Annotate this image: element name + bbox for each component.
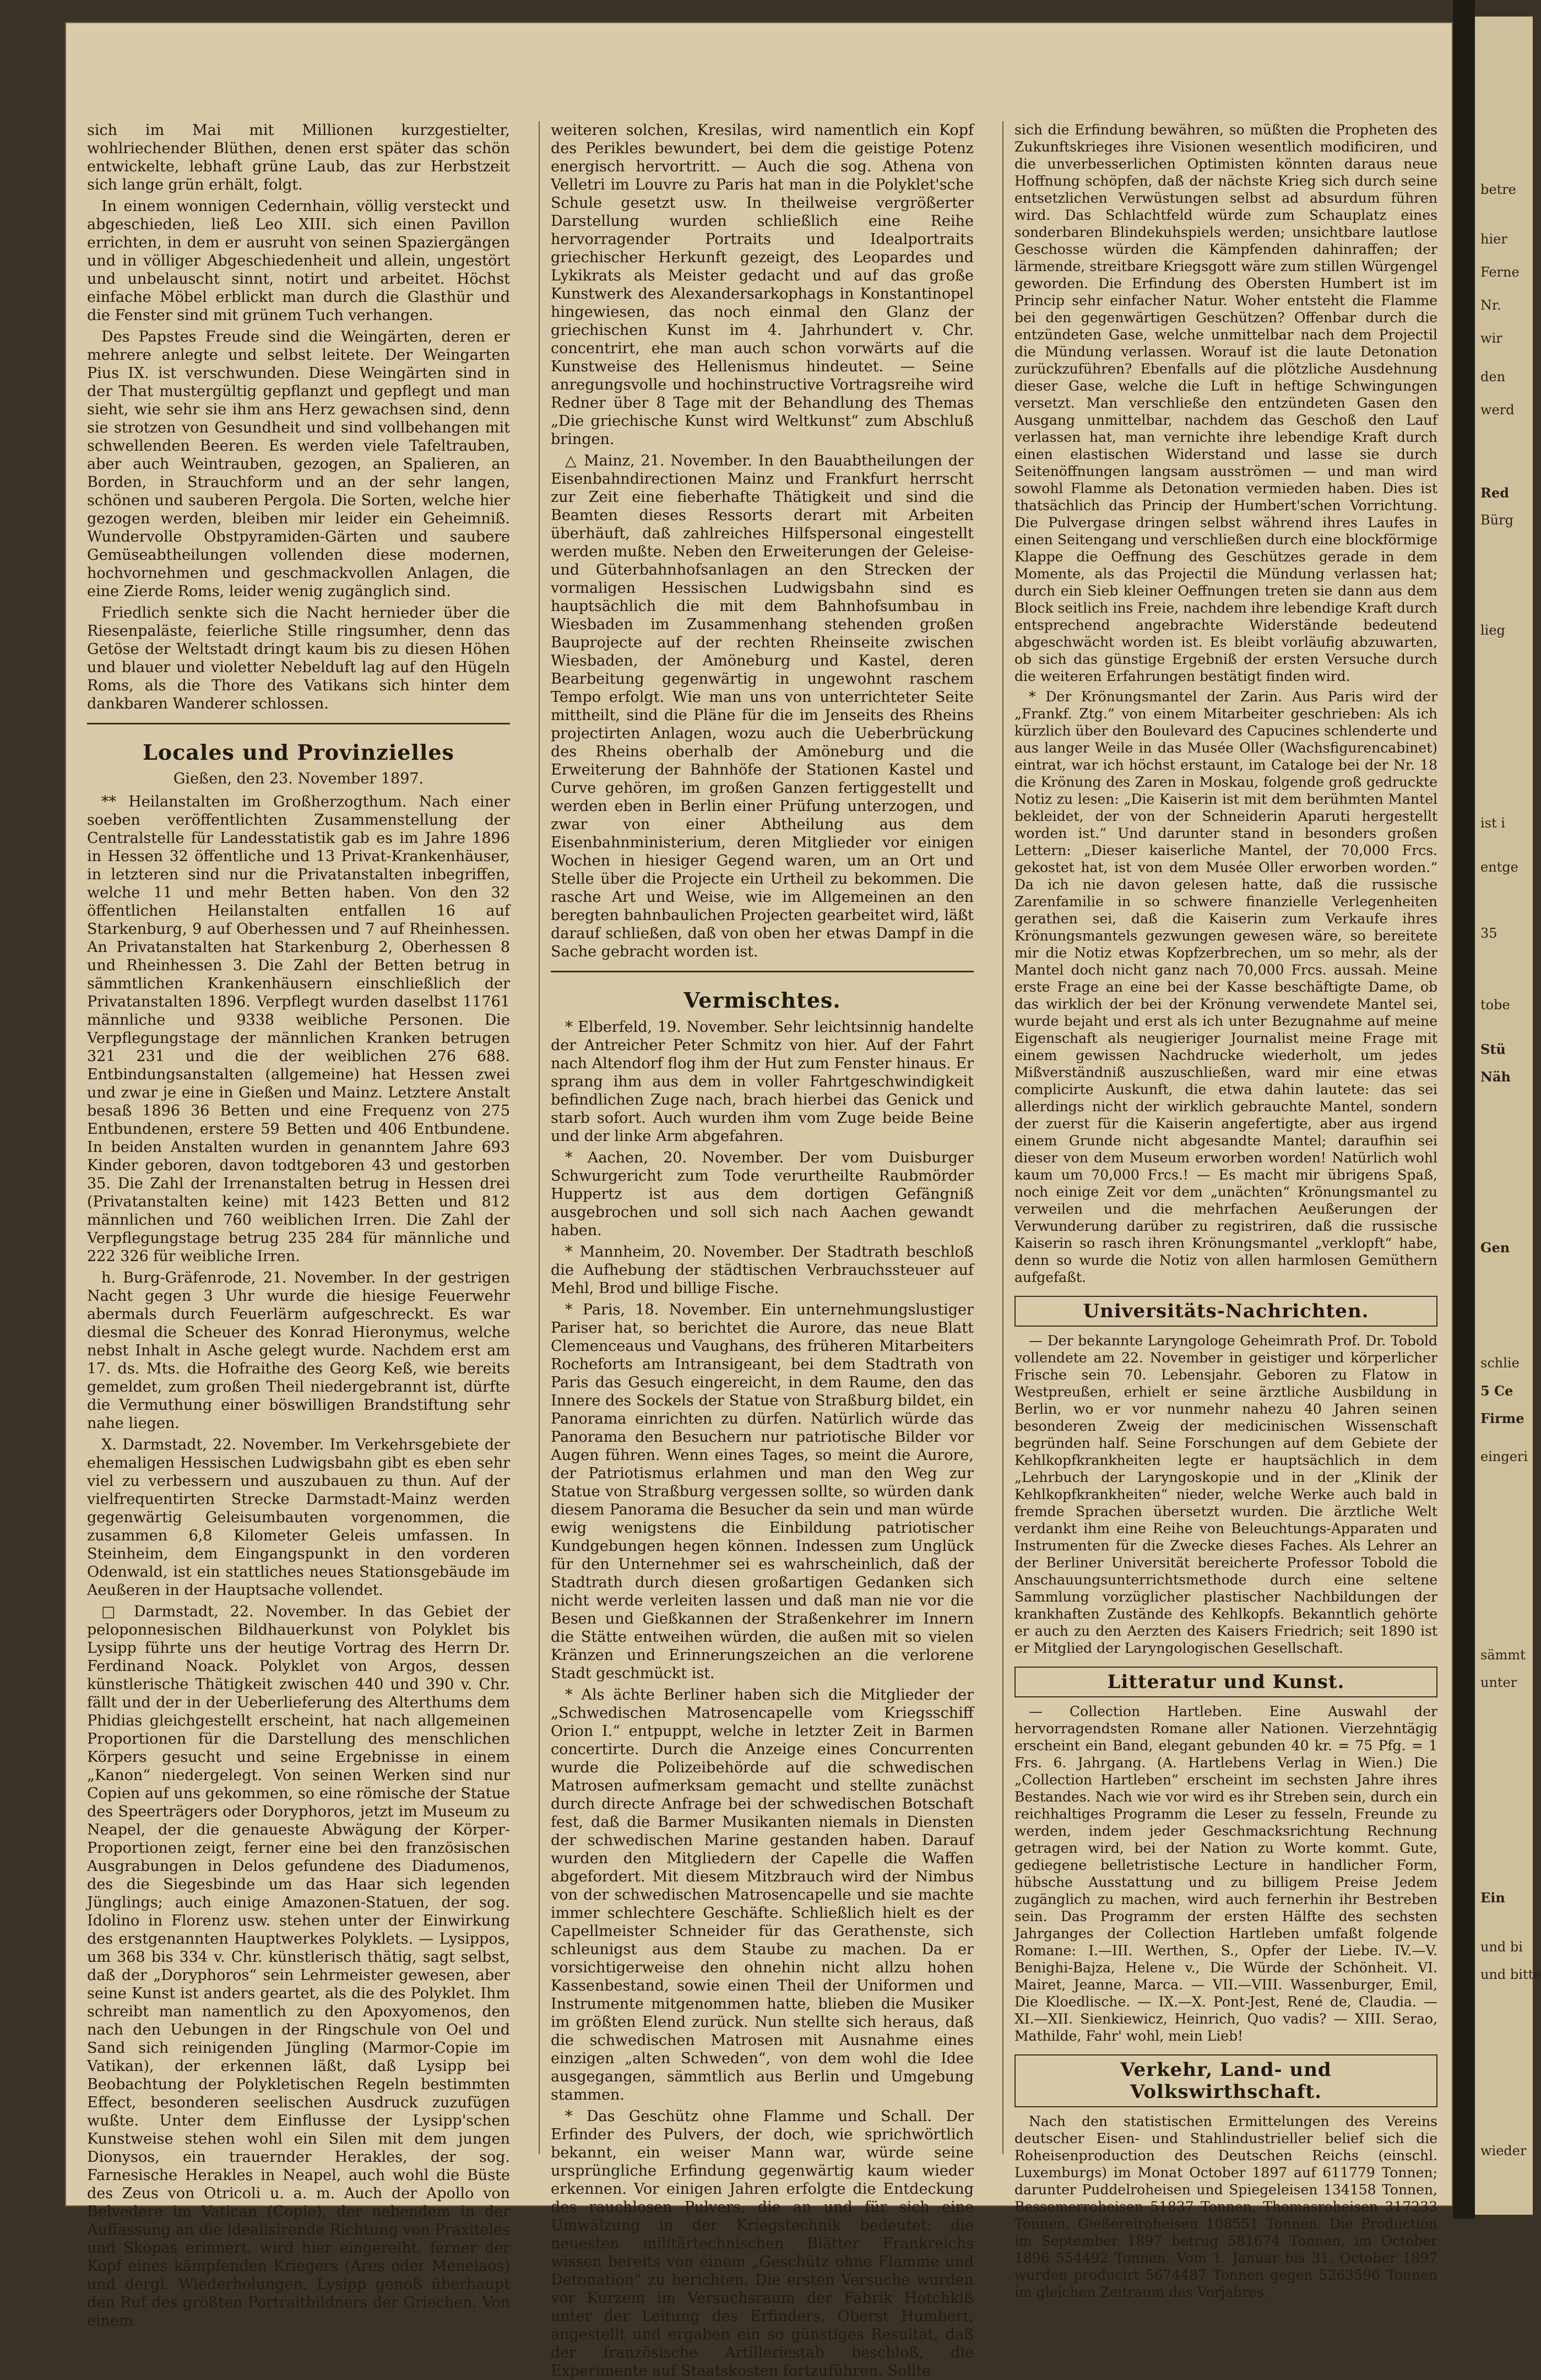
article-paragraph: * Als ächte Berliner haben sich die Mitglieder der „Schwedischen Matrosencapelle vom Kriegsschiff Orion I.“ entpuppt, welche in letzter Zeit in Barmen concertirte. Durch die Anzeige eines Concurrenten wurde die Polizeibehörde auf die schwedischen Matrosen aufmerksam gemacht und stellte zunächst durch directe Anfrage bei der schwedischen Botschaft fest, daß die Barmer Musikanten niemals in Diensten der schwedischen Marine gestanden haben. Darauf wurden den Mitgliedern der Capelle die Waffen abgefordert. Mit diesem Mitzbrauch wird der Nimbus von der schwedischen Matrosencapelle und sie machte immer schlechtere Geschäfte. Schließlich hielt es der Capellmeister Schneider für das Gerathenste, sich schleunigst aus dem Staube zu machen. Da er vorsichtigerweise den ohnehin nicht allzu hohen Kassenbestand, sowie einen Theil der Uniformen und Instrumente mitgenommen hatte, blieben die Musiker im größten Elend zurück. Nun stellte sich heraus, daß die schwedischen Matrosen mit Ausnahme eines einzigen „alten Schweden“, von dem wohl die Idee ausgegangen, sämmtlich aus Berlin und Umgebung stammen. <box>551 1686 974 2103</box>
article-paragraph: — Der bekannte Laryngologe Geheimrath Prof. Dr. Tobold vollendete am 22. November in geistiger und körperlicher Frische sein 70. Lebensjahr. Geboren zu Flatow in Westpreußen, erhielt er seine ärztliche Ausbildung in Berlin, wo er vor nunmehr nahezu 40 Jahren seinen besonderen Zweig der medicinischen Wissenschaft begründen half. Seine Forschungen auf dem Gebiete der Kehlkopfkrankheiten legte er hauptsächlich in dem „Lehrbuch der Laryngoskopie und in der „Klinik der Kehlkopfkrankheiten“ nieder, welche Werke auch bald in fremde Sprachen übersetzt wurden. Die ärztliche Welt verdankt ihm eine Reihe von Beleuchtungs-Apparaten und Instrumenten für die Zwecke dieses Faches. Als Lehrer an der Berliner Universität bereicherte Professor Tobold die Anschauungsunterrichtsmethode durch eine seltene Sammlung vorzüglicher plastischer Nachbildungen der krankhaften Zustände des Kehlkopfs. Bekanntlich gehörte er auch zu den Aerzten des Kaisers Friedrich; seit 1890 ist er Mitglied der Laryngologischen Gesellschaft. <box>1014 1333 1437 1656</box>
paragraph: weiteren solchen, Kresilas, wird namentlich ein Kopf des Perikles bewundert, bei dem die geistige Potenz energisch hervortritt. — Auch die sog. Athena von Velletri im Louvre zu Paris hat man in die Polyklet'sche Schule gesetzt usw. In theilweise vergrößerter Darstellung wurden schließlich eine Reihe hervorragender Portraits und Idealportraits griechischer Herkunft gezeigt, des Leopardes und Lykikrats als Meister gedacht und auf das große Kunstwerk des Alexandersarkophags in Konstantinopel hingewiesen, das noch einmal den Glanz der griechischen Kunst im 4. Jahrhundert v. Chr. concentrirt, ehe man auch schon vorwärts auf die Kunstweise des Hellenismus hindeutet. — Seine anregungsvolle und hochinstructive Vortragsreihe wird Redner über 8 Tage mit der Behandlung des Themas „Die griechische Kunst wird Weltkunst“ zum Abschluß bringen. <box>551 122 974 448</box>
article-paragraph: * Elberfeld, 19. November. Sehr leichtsinnig handelte der Antreicher Peter Schmitz von hier. Auf der Fahrt nach Altendorf flog ihm der Hut zum Fenster hinaus. Er sprang ihm aus dem in voller Fahrtgeschwindigkeit befindlichen Zuge nach, brach hierbei das Genick und starb sofort. Auch wurden ihm vom Zuge beide Beine und der linke Arm abgefahren. <box>551 1019 974 1145</box>
page-fragment: Stü <box>1480 1041 1506 1057</box>
page-fragment: und bitte <box>1480 1967 1541 1982</box>
article-paragraph: * Paris, 18. November. Ein unternehmungslustiger Pariser hat, so berichtet die Aurore, das neue Blatt Clemenceaus und Vaughans, des früheren Mitarbeiters Rocheforts am Intransigeant, bei dem Stadtrath von Paris das Gesuch eingereicht, in dem Raume, den das Innere des Sockels der Statue von Straßburg bildet, ein Panorama einrichten zu dürfen. Natürlich würde das Panorama den Besuchern nur patriotische Bilder vor Augen führen. Wenn eines Tages, so meint die Aurore, der Patriotismus erlahmen und man den Weg zur Statue von Straßburg vergessen sollte, so würden dank diesem Panorama die Besucher da sein und man würde ewig wenigstens die Einbildung patriotischer Kundgebungen hegen können. Indessen zum Unglück für den Unternehmer sei es wahrscheinlich, daß der Stadtrath durch diesen großartigen Gedanken sich nicht werde verleiten lassen und daß man nie vor die Besen und Gießkannen der Straßenkehrer im Innern die Stätte entweihen würden, die außen mit so vielen Kränzen und Erinnerungszeichen an die verlorene Stadt geschmückt ist. <box>551 1301 974 1682</box>
paragraph: * Der Krönungsmantel der Zarin. Aus Paris wird der „Frankf. Ztg.“ von einem Mitarbeiter geschrieben: Als ich kürzlich über den Boulevard des Capucines schlenderte und aus langer Weile in das Musée Oller (Wachsfigurencabinet) eintrat, war ich höchst erstaunt, im Cataloge bei der Nr. 18 die Krönung des Zaren in Moskau, folgende groß gedruckte Notiz zu lesen: „Die Kaiserin ist mit dem berühmten Mantel bekleidet, der von der Schneiderin Aparuti hergestellt worden ist.“ Und darunter stand in besonders großen Lettern: „Dieser kaiserliche Mantel, der 70,000 Frcs. gekostet hat, ist von dem Musée Oller erworben worden.“ Da ich nie davon gelesen hatte, daß die russische Zarenfamilie in so schwere finanzielle Verlegenheiten gerathen sei, daß die Kaiserin zum Verkaufe ihres Krönungsmantels gezwungen gewesen wäre, so bereitete mir die Notiz etwas Kopfzerbrechen, um so mehr, als der Mantel doch nicht ganz nach 70,000 Frcs. aussah. Meine erste Frage an eine bei der Kasse beschäftigte Dame, ob das wirklich der bei der Krönung verwendete Mantel sei, wurde bejaht und erst als ich unter Bezugnahme auf meine Eigenschaft als neugieriger Journalist meine Frage mit einem gewissen Nachdrucke wiederholt, um jedes Mißverständniß auszuschließen, ward mir eine etwas complicirte Auskunft, die etwa dahin lautete: das sei allerdings nicht der wirklich gebrauchte Mantel, sondern der zuerst für die Kaiserin angefertigte, aber aus irgend einem Grunde nicht abgesandte Mantel; daraufhin sei dieser von dem Museum erworben worden! Natürlich wohl kaum um 70,000 Frcs.! — Es macht mir übrigens Spaß, noch einige Zeit vor dem „unächten“ Krönungsmantel zu verweilen und die mehrfachen Aeußerungen der Verwunderung darüber zu registriren, daß die russische Kaiserin so rasch ihren Krönungsmantel „verklopft“ habe, denn so wurde die Notiz von allen harmlosen Gemüthern aufgefaßt. <box>1014 689 1437 1285</box>
page-fragment: Nr. <box>1480 298 1501 313</box>
page-fragment: hier <box>1480 231 1507 247</box>
page-fragment: den <box>1480 369 1506 385</box>
page-fragment: Ein <box>1480 1890 1505 1906</box>
page-fragment: werd <box>1480 402 1515 418</box>
page-fragment: Red <box>1480 485 1509 501</box>
dateline: Gießen, den 23. November 1897. <box>173 770 424 787</box>
column-1 <box>87 121 510 2329</box>
page-fragment: sämmt <box>1480 1647 1526 1663</box>
article-paragraph: — Collection Hartleben. Eine Auswahl der hervorragendsten Romane aller Nationen. Vierzehntägig erscheint ein Band, elegant gebunden 40 kr. = 75 Pfg. = 1 Frs. 6. Jahrgang. (A. Hartlebens Verlag in Wien.) Die „Collection Hartleben“ erscheint im sechsten Jahre ihres Bestandes. Nach wie vor wird es ihr Streben sein, durch ein reichhaltiges Programm die Leser zu fesseln, Freunde zu werden, indem jeder Geschmacksrichtung Rechnung getragen wird, bei der Nation zu Worte kommt. Gute, gediegene belletristische Lecture in handlicher Form, hübsche Ausstattung und zu billigem Preise Jedem zugänglich zu machen, wird auch fernerhin ihr Bestreben sein. Das Programm der ersten Hälfte des sechsten Jahrganges der Collection Hartleben umfaßt folgende Romane: I.—III. Werthen, S., Opfer der Liebe. IV.—V. Benighi-Bajza, Helene v., Die Würde der Schönheit. VI. Mairet, Jeanne, Marca. — VII.—VIII. Wassenburger, Emil, Die Kloedlische. — IX.—X. Pont-Jest, René de, Claudia. — XI.—XII. Sienkiewicz, Heinrich, Quo vadis? — XIII. Serao, Mathilde, Fahr' wohl, mein Lieb! <box>1014 1703 1437 2044</box>
article-paragraph: ** Heilanstalten im Großherzogthum. Nach einer soeben veröffentlichten Zusammenstellung der Centralstelle für Landesstatistik gab es im Jahre 1896 in Hessen 32 öffentliche und 13 Privat-Krankenhäuser, in letzteren sind nur die Privatanstalten inbegriffen, welche 11 und mehr Betten haben. Von den 32 öffentlichen Heilanstalten entfallen 16 auf Starkenburg, 9 auf Oberhessen und 7 auf Rheinhessen. An Privatanstalten hat Starkenburg 2, Oberhessen 8 und Rheinhessen 3. Die Zahl der Betten betrug in sämmtlichen Krankenhäusern einschließlich der Privatanstalten 1896. Verpflegt wurden daselbst 11761 männliche und 9338 weibliche Personen. Die Verpflegungstage der männlichen Kranken betrugen 321 231 und die der weiblichen 276 688. Entbindungsanstalten (allgemeine) hat Hessen zwei und zwar je eine in Gießen und Mainz. Letztere Anstalt besaß 1896 36 Betten und eine Frequenz von 275 Entbundenen, erstere 59 Betten und 406 Entbundene. In beiden Anstalten wurden in genanntem Jahre 693 Kinder geboren, davon todtgeboren 43 und gestorben 35. Die Zahl der Irrenanstalten betrug in Hessen drei (Privatanstalten keine) mit 1423 Betten und 812 männlichen und 760 weiblichen Irren. Die Zahl der Verpflegungstage betrug 235 284 für männliche und 222 326 für weibliche Irren. <box>87 793 510 1265</box>
column-3 <box>1014 121 1437 2300</box>
section-title-verkehr: Verkehr, Land- und Volkswirthschaft. <box>1014 2054 1437 2107</box>
article-paragraph: Nach den statistischen Ermittelungen des Vereins deutscher Eisen- und Stahlindustrieller belief sich die Roheisenproduction des Deutschen Reichs (einschl. Luxemburgs) im Monat October 1897 auf 611779 Tonnen; darunter Puddelroheisen und Spiegeleisen 134158 Tonnen, Bessemerroheisen 51837 Tonnen, Thomasroheisen 317233 Tonnen, Gießereiroheisen 108551 Tonnen. Die Production im September 1897 betrug 581674 Tonnen, im October 1896 554492 Tonnen. Vom 1. Januar bis 31. October 1897 wurden producirt 5674487 Tonnen gegen 5263596 Tonnen im gleichen Zeitraum des Vorjahres. <box>1014 2113 1437 2300</box>
page-fragment: lieg <box>1480 623 1505 638</box>
section-title-universitaets: Universitäts-Nachrichten. <box>1014 1296 1437 1327</box>
page-fragment: unter <box>1480 1675 1517 1690</box>
page-fragment: Gen <box>1480 1240 1510 1256</box>
page-fragment: 5 Ce <box>1480 1383 1513 1399</box>
article-paragraph: * Mannheim, 20. November. Der Stadtrath beschloß die Aufhebung der städtischen Verbrauchssteuer auf Mehl, Brod und billige Fische. <box>551 1243 974 1297</box>
paragraph: △ Mainz, 21. November. In den Bauabtheilungen der Eisenbahndirectionen Mainz und Frankfurt herrscht zur Zeit eine fieberhafte Thätigkeit und sind die Beamten dieses Ressorts derart mit Arbeiten überhäuft, daß zahlreiches Hilfspersonal eingestellt werden mußte. Neben den Erweiterungen der Geleise- und Güterbahnhofsanlagen an den Strecken der vormaligen Hessischen Ludwigsbahn sind es hauptsächlich die mit dem Bahnhofsumbau in Wiesbaden im Zusammenhang stehenden großen Bauprojecte auf der rechten Rheinseite zwischen Wiesbaden, der Amöneburg und Kastel, deren Bearbeitung gegenwärtig in ungewohnt raschem Tempo erfolgt. Wie man uns von unterrichteter Seite mittheilt, sind die Pläne für die im Jenseits des Rheins projectirten Anlagen, wozu auch die Ueberbrückung des Rheins oberhalb der Amöneburg und die Erweiterung der Bahnhöfe der Stationen Kastel und Curve gehören, im großen Ganzen fertiggestellt und werden eben in Berlin einer Prüfung unterzogen, und zwar von einer Abtheilung aus dem Eisenbahnministerium, deren Mitglieder vor einigen Wochen in hiesiger Gegend waren, um an Ort und Stelle über die Projecte ein Urtheil zu bekommen. Die rasche Art und Weise, wie im Allgemeinen an den beregten bahnbaulichen Projecten gearbeitet wird, läßt darauf schließen, daß von oben her etwas Dampf in die Sache gebracht worden ist. <box>551 452 974 960</box>
page-fragment: tobe <box>1480 997 1510 1013</box>
page-fragment: Firme <box>1480 1410 1524 1426</box>
paragraph: In einem wonnigen Cedernhain, völlig versteckt und abgeschieden, ließ Leo XIII. sich einen Pavillon errichten, in dem er ausruht von seinen Spaziergängen und in völliger Abgeschiedenheit und allein, ungestört und unbelauscht sinnt, notirt und arbeitet. Höchst einfache Möbel erblickt man durch die Glasthür und die Fenster sind mit grünem Tuch verhangen. <box>87 198 510 324</box>
page-fragment: eingeri <box>1480 1449 1528 1464</box>
article-paragraph: □ Darmstadt, 22. November. In das Gebiet der peloponnesischen Bildhauerkunst von Polyklet bis Lysipp führte uns der heutige Vortrag des Herrn Dr. Ferdinand Noack. Polyklet von Argos, dessen künstlerische Thätigkeit zwischen 440 und 390 v. Chr. fällt und der in der Ueberlieferung des Alterthums dem Phidias gleichgestellt erscheint, hat nach allgemeinen Proportionen für die Darstellung des menschlichen Körpers gesucht und seine Ergebnisse in einem „Kanon“ niedergelegt. Von seinen Werken sind nur Copien auf uns gekommen, so eine römische der Statue des Speerträgers oder Doryphoros, jetzt im Museum zu Neapel, der die genaueste Abwägung der Körper-Proportionen zeigt, ferner eine bei den französischen Ausgrabungen in Delos gefundene des Diadumenos, des die Siegesbinde um das Haar sich legenden Jünglings; auch einige Amazonen-Statuen, der sog. Idolino in Florenz usw. stehen unter der Einwirkung des erstgenannten Hauptwerkes Polyklets. — Lysippos, um 368 bis 334 v. Chr. künstlerisch thätig, sagt selbst, daß der „Doryphoros“ sein Lehrmeister gewesen, aber seine Kunst ist anders geartet, als die des Polyklet. Ihm schreibt man namentlich zu den Apoxyomenos, den nach den Uebungen in der Ringschule von Oel und Sand sich reinigenden Jüngling (Marmor-Copie im Vatikan), der erkennen läßt, daß Lysipp bei Beobachtung der Polykletischen Regeln bestimmten Effect, besonderen seelischen Ausdruck zuzufügen wußte. Unter dem Einflusse der Lysipp'schen Kunstweise stehen wohl ein Silen mit dem jungen Dionysos, ein trauernder Herakles, der sog. Farnesische Herakles in Neapel, auch wohl die Büste des Zeus von Otricoli u. a. m. Auch der Apollo von Belvedere im Vatican (Copie), der nebendem in der Auffassung an die idealisirende Richtung von Praxiteles und Skopas erinnert, wird hier eingereiht, ferner der Kopf eines kämpfenden Kriegers (Ares oder Menelaos) und dergl. Wiederholungen. Lysipp genoß überhaupt den Ruf des größten Portraitbildners der Griechen. Von einem <box>87 1603 510 2329</box>
column-rule <box>1002 121 1003 2154</box>
binding-gutter <box>1453 0 1475 2219</box>
section-title-locales: Locales und Provinzielles <box>143 740 454 765</box>
paragraph: sich die Erfindung bewähren, so müßten die Propheten des Zukunftskrieges ihre Visionen wesentlich modificiren, und die unverbesserlichen Optimisten könnten daraus neue Hoffnung schöpfen, daß der nächste Krieg sich durch seine entsetzlichen Verwüstungen selbst ad absurdum führen wird. Das Schlachtfeld würde zum Schauplatz eines sonderbaren Blindekuhspiels werden; unsichtbare lautlose Geschosse würden die Kämpfenden dahinraffen; der lärmende, streitbare Kriegsgott wäre zum stillen Würgengel geworden. Die Erfindung des Obersten Humbert ist im Princip sehr einfacher Natur. Woher entsteht die Flamme bei den gegenwärtigen Geschützen? Offenbar durch die entzündeten Gase, welche unmittelbar nach dem Projectil die Mündung verlassen. Worauf ist die laute Detonation zurückzuführen? Ebenfalls auf die plötzliche Ausdehnung dieser Gase, welche die Luft in heftige Schwingungen versetzt. Man verschließe den entzündeten Gasen den Ausgang unmittelbar, nachdem das Geschoß den Lauf verlassen hat, man vernichte ihre lebendige Kraft durch einen elastischen Widerstand und lasse sie durch Seitenöffnungen langsam ausströmen — und man wird sowohl Flamme als Detonation vermieden haben. Dies ist thatsächlich das Princip der Humbert'schen Vorrichtung. Die Pulvergase dringen selbst während ihres Laufes in einen Seitengang und verschließen durch eine blockförmige Klappe die Oeffnung des Geschützes gerade in dem Momente, als das Projectil die Mündung verlassen hat; durch ein Sieb kleiner Oeffnungen treten sie dann aus dem Block seitlich ins Freie, nachdem ihre lebendige Kraft durch entsprechend angebrachte Widerstände bedeutend abgeschwächt worden ist. Es bleibt vorläufig abzuwarten, ob sich das günstige Ergebniß der ersten Versuche durch die weiteren Erfahrungen bestätigt finden wird. <box>1014 122 1437 684</box>
page-fragment: betre <box>1480 182 1516 197</box>
adjacent-page-edge <box>1475 17 1541 2215</box>
page-fragment: wieder <box>1480 2143 1527 2159</box>
page-fragment: wir <box>1480 331 1502 346</box>
section-rule <box>87 723 510 724</box>
column-rule <box>539 121 540 2154</box>
article-paragraph: * Aachen, 20. November. Der vom Duisburger Schwurgericht zum Tode verurtheilte Raubmörder Huppertz ist aus dem dortigen Gefängniß ausgebrochen und soll sich nach Aachen gewandt haben. <box>551 1149 974 1239</box>
section-rule <box>551 971 974 972</box>
page-fragment: entge <box>1480 859 1518 875</box>
page-fragment: Ferne <box>1480 264 1520 280</box>
page-fragment: schlie <box>1480 1355 1520 1371</box>
section-title-vermischtes: Vermischtes. <box>683 988 841 1013</box>
paragraph: Friedlich senkte sich die Nacht hernieder über die Riesenpaläste, feierliche Stille ringsumher, denn das Getöse der Weltstadt dringt kaum bis zu diesen Höhen und blauer und violetter Nebelduft lag auf den Hügeln Roms, als die Thore des Vatikans sich hinter dem dankbaren Wanderer schlossen. <box>87 604 510 712</box>
page-fragment: und bi <box>1480 1939 1523 1955</box>
article-paragraph: * Das Geschütz ohne Flamme und Schall. Der Erfinder des Pulvers, der doch, wie sprichwörtlich bekannt, ein weiser Mann war, würde seine ursprüngliche Erfindung gegenwärtig kaum wieder erkennen. Vor einigen Jahren erfolgte die Entdeckung des rauchlosen Pulvers, die an und für sich eine Umwälzung in der Kriegstechnik bedeutet; die neuesten militärtechnischen Blätter Frankreichs wissen bereits von einem „Geschütz ohne Flamme und Detonation“ zu berichten. Die ersten Versuche wurden vor Kurzem im Versuchsraum der Fabrik Hotchkiß unter der Leitung des Erfinders, Oberst Humbert, angestellt und ergaben ein so günstiges Resultat, daß der französische Artilleriestab beschloß, die Experimente auf Staatskosten fortzuführen. Sollte <box>551 2108 974 2379</box>
section-title-litteratur: Litteratur und Kunst. <box>1014 1667 1437 1697</box>
article-paragraph: h. Burg-Gräfenrode, 21. November. In der gestrigen Nacht gegen 3 Uhr wurde die hiesige Feuerwehr abermals durch Feuerlärm aufgeschreckt. Es war diesmal die Scheuer des Konrad Hieronymus, welche nebst Inhalt in Asche gelegt wurde. Nachdem erst am 17. ds. Mts. die Hofraithe des Georg Keß, wie bereits gemeldet, zum großen Theil niedergebrannt ist, dürfte die Vermuthung einer böswilligen Brandstiftung sehr nahe liegen. <box>87 1269 510 1432</box>
page-fragment: ist i <box>1480 815 1505 831</box>
paragraph: sich im Mai mit Millionen kurzgestielter, wohlriechender Blüthen, denen erst später das schön entwickelte, lebhaft grüne Laub, das zur Herbstzeit sich lange grün erhält, folgt. <box>87 122 510 193</box>
article-paragraph: X. Darmstadt, 22. November. Im Verkehrsgebiete der ehemaligen Hessischen Ludwigsbahn gibt es eben sehr viel zu verbessern und auszubauen zu thun. Auf der vielfrequentirten Strecke Darmstadt-Mainz werden gegenwärtig Geleisumbauten vorgenommen, die zusammen 6,8 Kilometer Geleis umfassen. In Steinheim, dem Eingangspunkt in den vorderen Odenwald, ist ein stattliches neues Stationsgebäude im Aeußeren in der Hauptsache vollendet. <box>87 1436 510 1599</box>
column-2 <box>551 121 974 2379</box>
paragraph: Des Papstes Freude sind die Weingärten, deren er mehrere anlegte und selbst leitete. Der Weingarten Pius IX. ist verschwunden. Diese Weingärten sind in der That mustergültig gepflanzt und gepflegt und man sieht, wie sehr sie ihm ans Herz gewachsen sind, denn sie strotzen von Gesundheit und sind vollbehangen mit schwellenden Beeren. Es werden viele Tafeltrauben, aber auch Weintrauben, gezogen, an Spalieren, an Borden, in Strauchform und an der sehr langen, schönen und sauberen Pergola. Die Sorten, welche hier gezogen werden, bleiben mir leider ein Geheimniß. Wundervolle Obstpyramiden-Gärten und saubere Gemüseabtheilungen vollenden diese modernen, hochvornehmen und geschmackvollen Anlagen, die eine Zierde Roms, leider wenig zugänglich sind. <box>87 328 510 600</box>
page-fragment: 35 <box>1480 926 1497 941</box>
page-fragment: Näh <box>1480 1069 1511 1085</box>
page-fragment: Bürg <box>1480 512 1513 528</box>
